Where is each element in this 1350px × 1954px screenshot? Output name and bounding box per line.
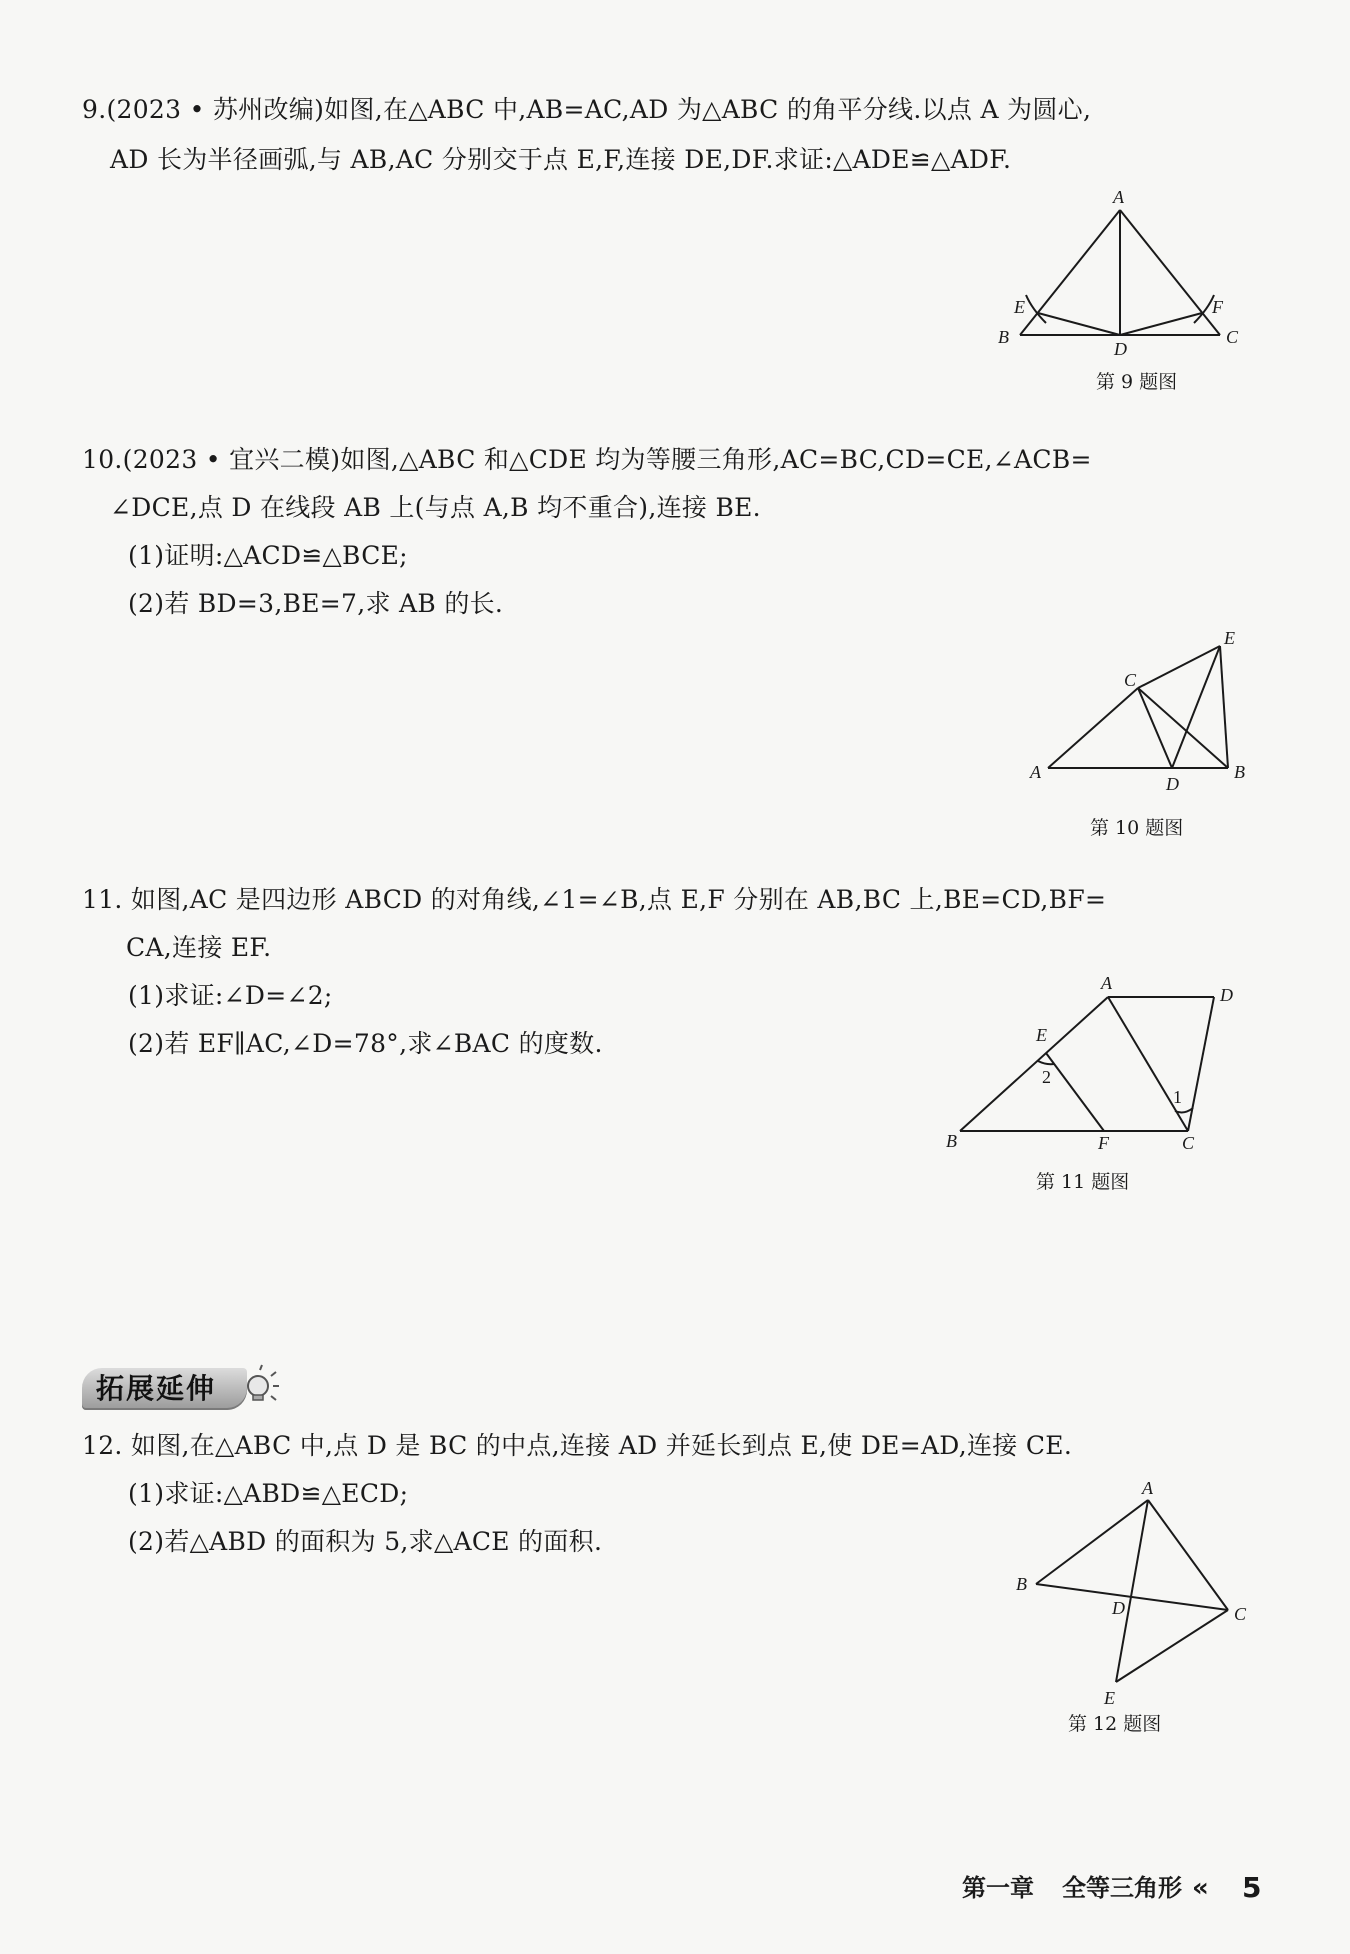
problem-9-line-1: 9.(2023 • 苏州改编)如图,在△ABC 中,AB=AC,AD 为△ABC 的角平分线.以点 A 为圆心, xyxy=(82,95,1092,124)
figure-11 xyxy=(946,975,1246,1160)
problem-10-line-4: (2)若 BD=3,BE=7,求 AB 的长. xyxy=(128,589,504,618)
label-11-A: A xyxy=(1101,973,1112,993)
caption-10: 第 10 题图 xyxy=(1090,817,1184,839)
lightbulb-icon xyxy=(238,1364,282,1408)
label-9-B: B xyxy=(998,327,1009,347)
label-9-D: D xyxy=(1114,339,1127,359)
label-10-E: E xyxy=(1224,628,1235,648)
problem-12-line-3: (2)若△ABD 的面积为 5,求△ACE 的面积. xyxy=(128,1527,603,1556)
label-11-F: F xyxy=(1098,1133,1109,1153)
label-9-F: F xyxy=(1212,297,1223,317)
label-9-E: E xyxy=(1014,297,1025,317)
page-number: 5 xyxy=(1242,1871,1262,1904)
figure-9 xyxy=(990,185,1250,360)
label-12-D: D xyxy=(1112,1598,1125,1618)
label-11-angle1: 1 xyxy=(1173,1087,1182,1107)
section-tab-extension xyxy=(82,1364,278,1412)
problem-11-line-1: 11. 如图,AC 是四边形 ABCD 的对角线,∠1=∠B,点 E,F 分别在 AB,BC 上,BE=CD,BF= xyxy=(82,885,1107,914)
footer-arrows: « xyxy=(1192,1873,1209,1903)
label-9-A: A xyxy=(1113,187,1124,207)
label-11-D: D xyxy=(1220,985,1233,1005)
problem-11-line-2: CA,连接 EF. xyxy=(126,933,272,962)
label-10-B: B xyxy=(1234,762,1245,782)
caption-11: 第 11 题图 xyxy=(1036,1171,1130,1193)
label-10-D: D xyxy=(1166,774,1179,794)
problem-12-line-2: (1)求证:△ABD≌△ECD; xyxy=(128,1479,409,1508)
figure-12 xyxy=(1010,1478,1250,1708)
footer-chapter: 第一章 xyxy=(962,1874,1034,1902)
problem-11-line-3: (1)求证:∠D=∠2; xyxy=(128,981,333,1010)
problem-12-line-1: 12. 如图,在△ABC 中,点 D 是 BC 的中点,连接 AD 并延长到点 E,使 DE=AD,连接 CE. xyxy=(82,1431,1073,1460)
problem-10-line-2: ∠DCE,点 D 在线段 AB 上(与点 A,B 均不重合),连接 BE. xyxy=(110,493,761,522)
label-11-B: B xyxy=(946,1131,957,1151)
problem-11-line-4: (2)若 EF∥AC,∠D=78°,求∠BAC 的度数. xyxy=(128,1029,603,1058)
label-11-E: E xyxy=(1036,1025,1047,1045)
label-12-C: C xyxy=(1234,1604,1247,1624)
label-10-A: A xyxy=(1030,762,1041,782)
footer-title: 全等三角形 xyxy=(1062,1874,1182,1902)
label-12-A: A xyxy=(1142,1478,1153,1498)
label-12-B: B xyxy=(1016,1574,1027,1594)
caption-12: 第 12 题图 xyxy=(1068,1713,1162,1735)
figure-10 xyxy=(1030,628,1250,794)
label-11-C: C xyxy=(1182,1133,1195,1153)
problem-10-line-1: 10.(2023 • 宜兴二模)如图,△ABC 和△CDE 均为等腰三角形,AC=BC,CD=CE,∠ACB= xyxy=(82,445,1092,474)
problem-10-line-3: (1)证明:△ACD≌△BCE; xyxy=(128,541,408,570)
problem-9-line-2: AD 长为半径画弧,与 AB,AC 分别交于点 E,F,连接 DE,DF.求证:△ADE≌△ADF. xyxy=(110,145,1012,174)
label-10-C: C xyxy=(1124,670,1137,690)
label-11-angle2: 2 xyxy=(1042,1067,1051,1087)
label-12-E: E xyxy=(1104,1688,1115,1708)
section-title: 拓展延伸 xyxy=(96,1372,217,1405)
label-9-C: C xyxy=(1226,327,1239,347)
caption-9: 第 9 题图 xyxy=(1096,371,1178,393)
